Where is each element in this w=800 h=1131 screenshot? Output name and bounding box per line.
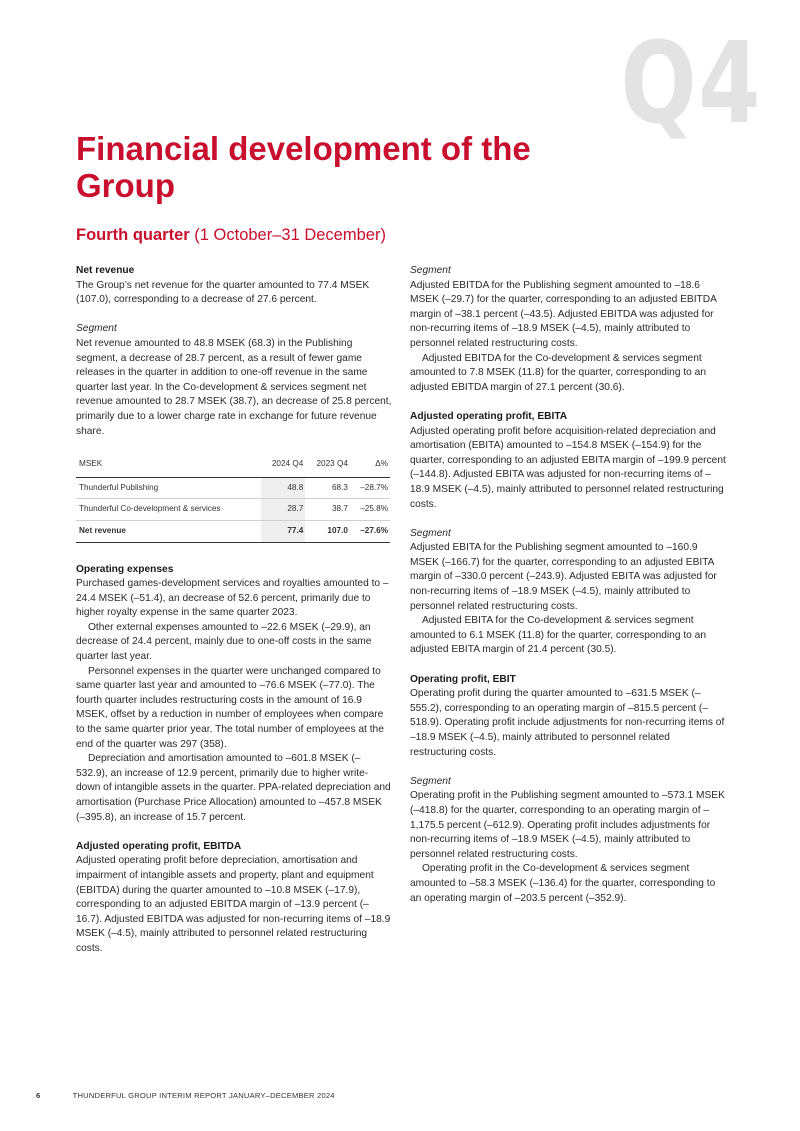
ebitda-heading: Adjusted operating profit, EBITDA	[76, 840, 242, 852]
ebit-paragraph: Operating profit during the quarter amounted to –631.5 MSEK (–555.2), corresponding to an operating margin of –815.5 percent (–518.9). Operating profit include adjustments for non-recurring items of –18.9 MSEK (–4.5), mainly attributed to personnel related restructuring costs.	[410, 688, 725, 758]
table-cell: Net revenue	[76, 520, 261, 542]
segment-label: Segment	[76, 323, 117, 335]
table-cell: 77.4	[261, 520, 306, 542]
ebita-paragraph: Adjusted operating profit before acquisition-related depreciation and amortisation (EBITA) amounted to –154.8 MSEK (–154.9) for the quarter, corresponding to an adjusted EBITA margin of –199.9 percent (–144.8). Adjusted EBITA was adjusted for non-recurring items of –18.9 MSEK (–4.5), mainly attributed to personnel related restructuring costs.	[410, 425, 726, 510]
ebit-heading: Operating profit, EBIT	[410, 673, 516, 685]
ebita-segment-paragraph: Adjusted EBITA for the Co-development & services segment amounted to 6.1 MSEK (11.8) for the quarter, corresponding to an adjusted EBITA margin of 21.4 percent (30.5).	[410, 615, 706, 656]
segment-label: Segment	[410, 265, 451, 276]
page-number: 6	[36, 1091, 41, 1100]
table-row	[76, 477, 390, 499]
footer-text: THUNDERFUL GROUP INTERIM REPORT JANUARY–DECEMBER 2024	[72, 1091, 335, 1100]
table-cell: Thunderful Publishing	[76, 477, 261, 499]
ebitda-segment-paragraph: Adjusted EBITDA for the Publishing segment amounted to –18.6 MSEK (–29.7) for the quarter, corresponding to an adjusted EBITDA margin of –38.1 percent (–43.5). Adjusted EBITDA was adjusted for non-recurring items of –18.9 MSEK (–4.5), mainly attributed to personnel related restructuring costs.	[410, 279, 717, 349]
table-header: MSEK	[76, 454, 261, 477]
operating-expenses-heading: Operating expenses	[76, 563, 174, 575]
table-cell: –27.6%	[350, 520, 390, 542]
ebita-segment-paragraph: Adjusted EBITA for the Publishing segment amounted to –160.9 MSEK (–166.7) for the quarter, corresponding to an adjusted EBITA margin of –330.0 percent (–243.9). Adjusted EBITA was adjusted for non-recurring items of –18.9 MSEK (–4.5), mainly attributed to personnel related restructuring costs.	[410, 542, 717, 612]
opex-paragraph: Other external expenses amounted to –22.6 MSEK (–29.9), an decrease of 24.4 percent, mainly due to one-off costs in the same quarter last year.	[76, 621, 372, 663]
ebitda-segment-paragraph: Adjusted EBITDA for the Co-development & services segment amounted to 7.8 MSEK (11.8) for the quarter, corresponding to an adjusted EBITDA margin of 27.1 percent (30.6).	[410, 352, 706, 393]
table-cell: 68.3	[305, 477, 350, 499]
table-header-row	[76, 454, 390, 477]
table-header: Δ%	[350, 454, 390, 477]
table-cell: –28.7%	[350, 477, 390, 499]
quarter-badge: Q4	[620, 19, 762, 149]
ebitda-paragraph: Adjusted operating profit before depreciation, amortisation and impairment of intangible assets and property, plant and equipment (EBITDA) during the quarter amounted to –10.8 MSEK (–17.9), corresponding to an adjusted EBITDA margin of –13.9 percent (–16.7). Adjusted EBITDA was adjusted for non-recurring items of –18.9 MSEK (–4.5), mainly attributed to personnel related restructuring costs.	[76, 855, 391, 954]
table-row	[76, 499, 390, 521]
table-cell: 38.7	[305, 499, 350, 521]
subtitle-dates: (1 October–31 December)	[194, 226, 386, 244]
right-column	[410, 264, 726, 906]
ebita-heading: Adjusted operating profit, EBITA	[410, 410, 568, 422]
ebit-segment-paragraph: Operating profit in the Co-development & services segment amounted to –58.3 MSEK (–136.4) for the quarter, corresponding to an operating margin of –203.5 percent (–352.9).	[410, 863, 716, 904]
net-revenue-segment-paragraph: Net revenue amounted to 48.8 MSEK (68.3) in the Publishing segment, a decrease of 28.7 percent, as a result of fewer game releases in the quarter in addition to one-off revenue in the same quarter last year. In the Co-development & services segment net revenue amounted to 28.7 MSEK (38.7), an decrease of 25.8 percent, primarily due to a lower charge rate in exchange for future revenue share.	[76, 337, 392, 437]
net-revenue-paragraph: The Group’s net revenue for the quarter amounted to 77.4 MSEK (107.0), corresponding to a decrease of 27.6 percent.	[76, 279, 370, 306]
segment-label: Segment	[410, 775, 451, 787]
page-title: Financial development of the Group	[76, 130, 531, 204]
net-revenue-heading: Net revenue	[76, 265, 135, 276]
table-cell: Thunderful Co-development & services	[76, 499, 261, 521]
table-cell: 107.0	[305, 520, 350, 542]
left-column	[76, 264, 392, 957]
segment-label: Segment	[410, 527, 451, 539]
page-footer	[36, 1091, 335, 1100]
subtitle-period: Fourth quarter	[76, 226, 190, 244]
table-header: 2023 Q4	[305, 454, 350, 477]
table-cell: 28.7	[261, 499, 306, 521]
opex-paragraph: Purchased games-development services and royalties amounted to –24.4 MSEK (–51.4), an decrease of 52.6 percent, primarily due to higher royalty expense in the same quarter 2023.	[76, 578, 389, 619]
ebit-segment-paragraph: Operating profit in the Publishing segment amounted to –573.1 MSEK (–418.8) for the quarter, corresponding to an operating margin of –1,175.5 percent (–612.9). Operating profit includes adjustments for non-recurring items of –18.9 MSEK (–4.5), mainly attributed to personnel related restructuring costs.	[410, 790, 725, 860]
opex-paragraph: Personnel expenses in the quarter were unchanged compared to same quarter last year and amounted to –76.6 MSEK (–77.0). The fourth quarter includes restructuring costs in the amount of 16.9 MSEK, offset by a reduction in number of employees when compare to the same quarter prior year. The total number of employees at the end of the quarter was 297 (358).	[76, 665, 384, 750]
net-revenue-table	[76, 454, 390, 542]
table-cell: –25.8%	[350, 499, 390, 521]
opex-paragraph: Depreciation and amortisation amounted to –601.8 MSEK (–532.9), an increase of 12.9 percent, primarily due to higher write-down of intangible assets in the quarter. PPA-related depreciation and amortisation (Purchase Price Allocation) amounted to –457.8 MSEK (–395.8), an increase of 15.7 percent.	[76, 753, 391, 823]
table-cell: 48.8	[261, 477, 306, 499]
table-total-row	[76, 520, 390, 542]
section-subtitle	[76, 224, 386, 246]
table-header: 2024 Q4	[261, 454, 306, 477]
